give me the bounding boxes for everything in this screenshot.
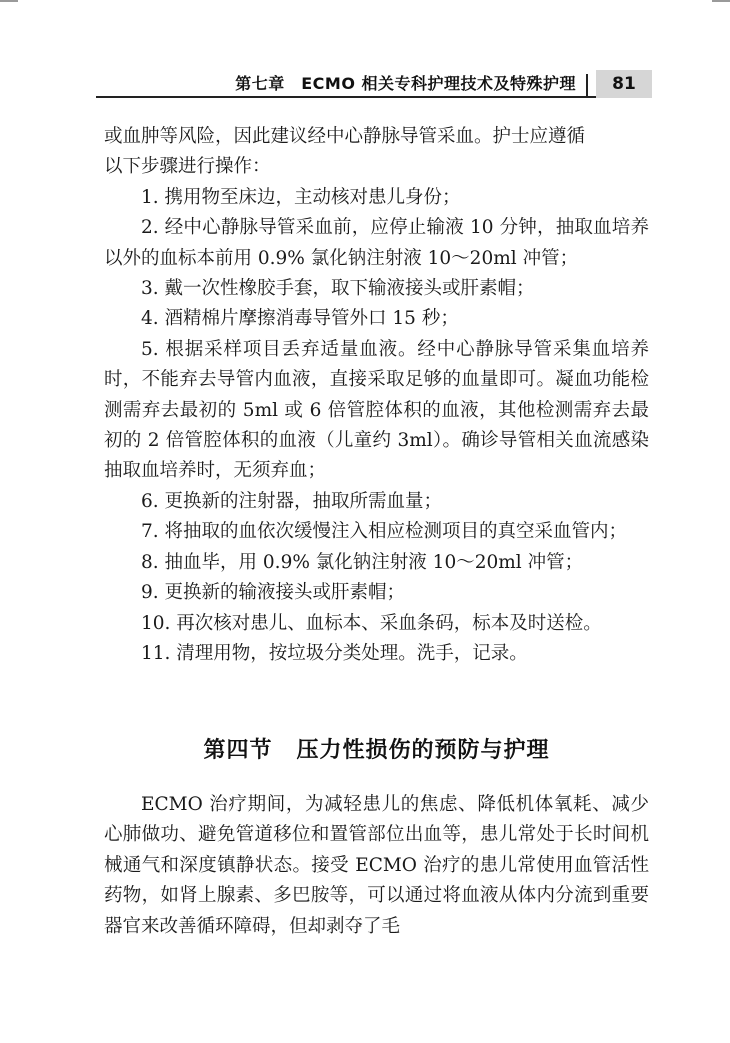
intro-line: 以下步骤进行操作： (104, 156, 271, 178)
step-item: 3. 戴一次性橡胶手套，取下输液接头或肝素帽； (141, 278, 535, 300)
procedure-text (104, 122, 649, 669)
running-header (96, 70, 652, 98)
step-item: 5. 根据采样项目丢弃适量血液。经中心静脉导管采集血培养时，不能弃去导管内血液，直接采取足够的血量即可。凝血功能检测需弃去最初的 5ml 或 6 倍管腔体积的血液，其他检测需弃去最初的 2 倍管腔体积的血液（儿童约 3ml）。确诊导管相关血流感染抽取血培养时，无须弃血； (104, 338, 649, 482)
step-item: 9. 更换新的输液接头或肝素帽； (141, 582, 406, 604)
step-item: 10. 再次核对患儿、血标本、采血条码，标本及时送检。 (141, 612, 602, 634)
chapter-title: 第七章 ECMO 相关专科护理技术及特殊护理 (235, 74, 576, 93)
step-item: 2. 经中心静脉导管采血前，应停止输液 10 分钟，抽取血培养以外的血标本前用 0.9% 氯化钠注射液 10～20ml 冲管； (104, 217, 649, 269)
section-paragraph: ECMO 治疗期间，为减轻患儿的焦虑、降低机体氧耗、减少心肺做功、避免管道移位和置管部位出血等，患儿常处于长时间机械通气和深度镇静状态。接受 ECMO 治疗的患儿常使用血管活性药物，如肾上腺素、多巴胺等，可以通过将血液从体内分流到重要器官来改善循环障碍，但却剥夺了毛 (104, 794, 649, 937)
crop-mark-right (712, 0, 730, 2)
section-body (104, 790, 649, 942)
step-item: 11. 清理用物，按垃圾分类处理。洗手，记录。 (141, 642, 528, 664)
crop-mark-left (0, 0, 18, 2)
intro-line: 或血肿等风险，因此建议经中心静脉导管采血。护士应遵循 (104, 126, 586, 147)
step-item: 6. 更换新的注射器，抽取所需血量； (141, 490, 443, 512)
header-divider (586, 74, 588, 96)
step-item: 7. 将抽取的血依次缓慢注入相应检测项目的真空采血管内； (141, 521, 628, 543)
section-title: 压力性损伤的预防与护理 (296, 738, 550, 763)
page-number: 81 (596, 70, 652, 98)
step-item: 4. 酒精棉片摩擦消毒导管外口 15 秒； (141, 308, 459, 330)
step-item: 8. 抽血毕，用 0.9% 氯化钠注射液 10～20ml 冲管； (141, 551, 584, 573)
section-heading (104, 733, 649, 764)
section-number: 第四节 (203, 738, 273, 763)
step-item: 1. 携用物至床边，主动核对患儿身份； (141, 186, 461, 208)
